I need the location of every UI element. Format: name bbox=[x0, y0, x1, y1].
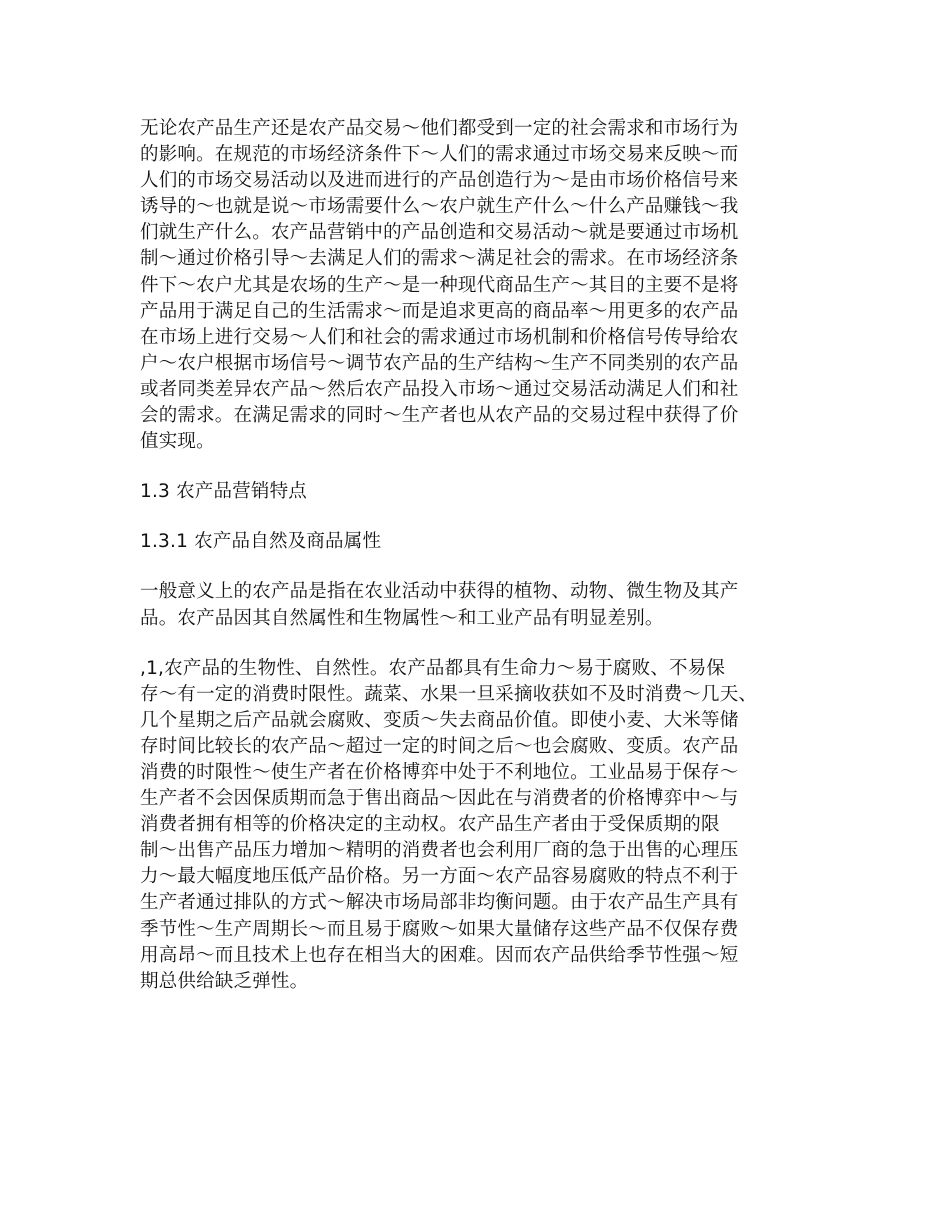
paragraph-definition bbox=[140, 579, 812, 631]
text-line: 力～最大幅度地压低产品价格。另一方面～农产品容易腐败的特点不利于 bbox=[140, 866, 739, 888]
section-heading: 1.3 农产品营销特点 bbox=[140, 481, 308, 503]
text-line: 的影响。在规范的市场经济条件下～人们的需求通过市场交易来反映～而 bbox=[140, 144, 739, 166]
section-heading-1-3 bbox=[140, 479, 812, 505]
text-line: 用高昂～而且技术上也存在相当大的困难。因而农产品供给季节性强～短 bbox=[140, 944, 739, 966]
text-line: 期总供给缺乏弹性。 bbox=[140, 970, 309, 992]
paragraph-demand-and-market bbox=[140, 116, 812, 455]
text-line: 人们的市场交易活动以及进而进行的产品创造行为～是由市场价格信号来 bbox=[140, 170, 739, 192]
text-line: 无论农产品生产还是农产品交易～他们都受到一定的社会需求和市场行为 bbox=[140, 118, 739, 139]
text-line: 们就生产什么。农产品营销中的产品创造和交易活动～就是要通过市场机 bbox=[140, 222, 739, 244]
text-line: 品。农产品因其自然属性和生物属性～和工业产品有明显差别。 bbox=[140, 607, 664, 629]
text-line: 制～出售产品压力增加～精明的消费者也会利用厂商的急于出售的心理压 bbox=[140, 840, 739, 862]
section-heading-1-3-1 bbox=[140, 529, 812, 555]
document-page bbox=[140, 116, 812, 995]
text-line: 或者同类差异农产品～然后农产品投入市场～通过交易活动满足人们和社 bbox=[140, 378, 739, 400]
text-line: 生产者通过排队的方式～解决市场局部非均衡问题。由于农产品生产具有 bbox=[140, 892, 739, 914]
paragraph-perishability bbox=[140, 656, 812, 995]
text-line: 会的需求。在满足需求的同时～生产者也从农产品的交易过程中获得了价 bbox=[140, 405, 739, 427]
text-line: 制～通过价格引导～去满足人们的需求～满足社会的需求。在市场经济条 bbox=[140, 248, 739, 270]
text-line: ,1,农产品的生物性、自然性。农产品都具有生命力～易于腐败、不易保 bbox=[140, 657, 726, 679]
text-line: 值实现。 bbox=[140, 431, 215, 453]
text-line: 户～农户根据市场信号～调节农产品的生产结构～生产不同类别的农产品 bbox=[140, 352, 739, 374]
text-line: 一般意义上的农产品是指在农业活动中获得的植物、动物、微生物及其产 bbox=[140, 581, 739, 603]
text-line: 消费的时限性～使生产者在价格博弈中处于不利地位。工业品易于保存～ bbox=[140, 761, 739, 783]
text-line: 在市场上进行交易～人们和社会的需求通过市场机制和价格信号传导给农 bbox=[140, 326, 739, 348]
text-line: 件下～农户尤其是农场的生产～是一种现代商品生产～其目的主要不是将 bbox=[140, 274, 739, 296]
text-line: 生产者不会因保质期而急于售出商品～因此在与消费者的价格博弈中～与 bbox=[140, 788, 739, 810]
text-line: 消费者拥有相等的价格决定的主动权。农产品生产者由于受保质期的限 bbox=[140, 814, 720, 836]
text-line: 季节性～生产周期长～而且易于腐败～如果大量储存这些产品不仅保存费 bbox=[140, 918, 739, 940]
text-line: 存～有一定的消费时限性。蔬菜、水果一旦采摘收获如不及时消费～几天、 bbox=[140, 683, 758, 705]
text-line: 诱导的～也就是说～市场需要什么～农户就生产什么～什么产品赚钱～我 bbox=[140, 196, 739, 218]
text-line: 几个星期之后产品就会腐败、变质～失去商品价值。即使小麦、大米等储 bbox=[140, 709, 739, 731]
text-line: 产品用于满足自己的生活需求～而是追求更高的商品率～用更多的农产品 bbox=[140, 300, 739, 322]
subsection-heading: 1.3.1 农产品自然及商品属性 bbox=[140, 531, 382, 553]
text-line: 存时间比较长的农产品～超过一定的时间之后～也会腐败、变质。农产品 bbox=[140, 735, 739, 757]
